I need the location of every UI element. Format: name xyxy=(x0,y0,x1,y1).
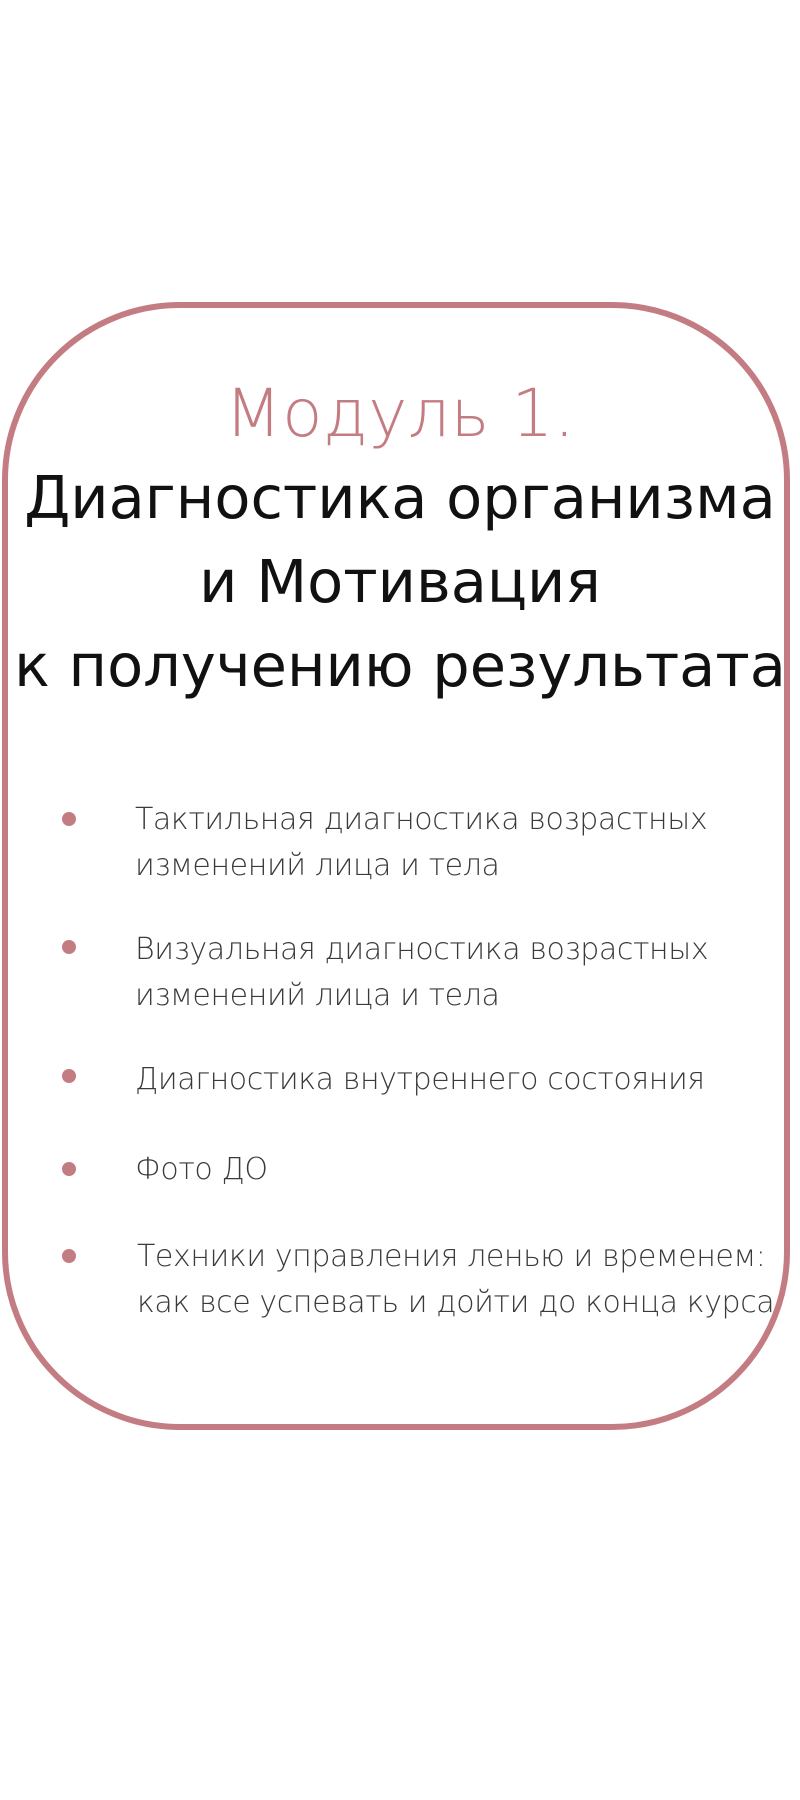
bullet-dot-icon xyxy=(62,1069,76,1083)
bullet-dot-icon xyxy=(62,1249,76,1263)
list-item-line: Визуальная диагностика возрастных xyxy=(135,932,709,967)
bullet-dot-icon xyxy=(62,1162,76,1176)
list-item-line: как все успевать и дойти до конца курса xyxy=(137,1285,775,1320)
list-item-line: изменений лица и тела xyxy=(135,978,500,1013)
module-label: Модуль 1. xyxy=(224,375,576,452)
list-item-text xyxy=(135,927,755,1019)
list-item-text xyxy=(135,1057,755,1103)
list-item-text xyxy=(137,1234,775,1326)
list-item-line: Фото ДО xyxy=(135,1152,268,1187)
title-line: к получению результата xyxy=(14,631,786,700)
list-item-line: Тактильная диагностика возрастных xyxy=(135,802,708,837)
module-title xyxy=(0,456,800,708)
title-line: Диагностика организма xyxy=(24,463,776,532)
bullet-dot-icon xyxy=(62,812,76,826)
title-line: и Мотивация xyxy=(199,547,601,616)
list-item-line: изменений лица и тела xyxy=(135,848,500,883)
bullet-dot-icon xyxy=(62,940,76,954)
list-item-line: Диагностика внутреннего состояния xyxy=(135,1062,705,1097)
list-item-line: Техники управления ленью и временем: xyxy=(137,1239,766,1274)
list-item-text xyxy=(135,797,755,889)
list-item-text xyxy=(135,1147,755,1193)
